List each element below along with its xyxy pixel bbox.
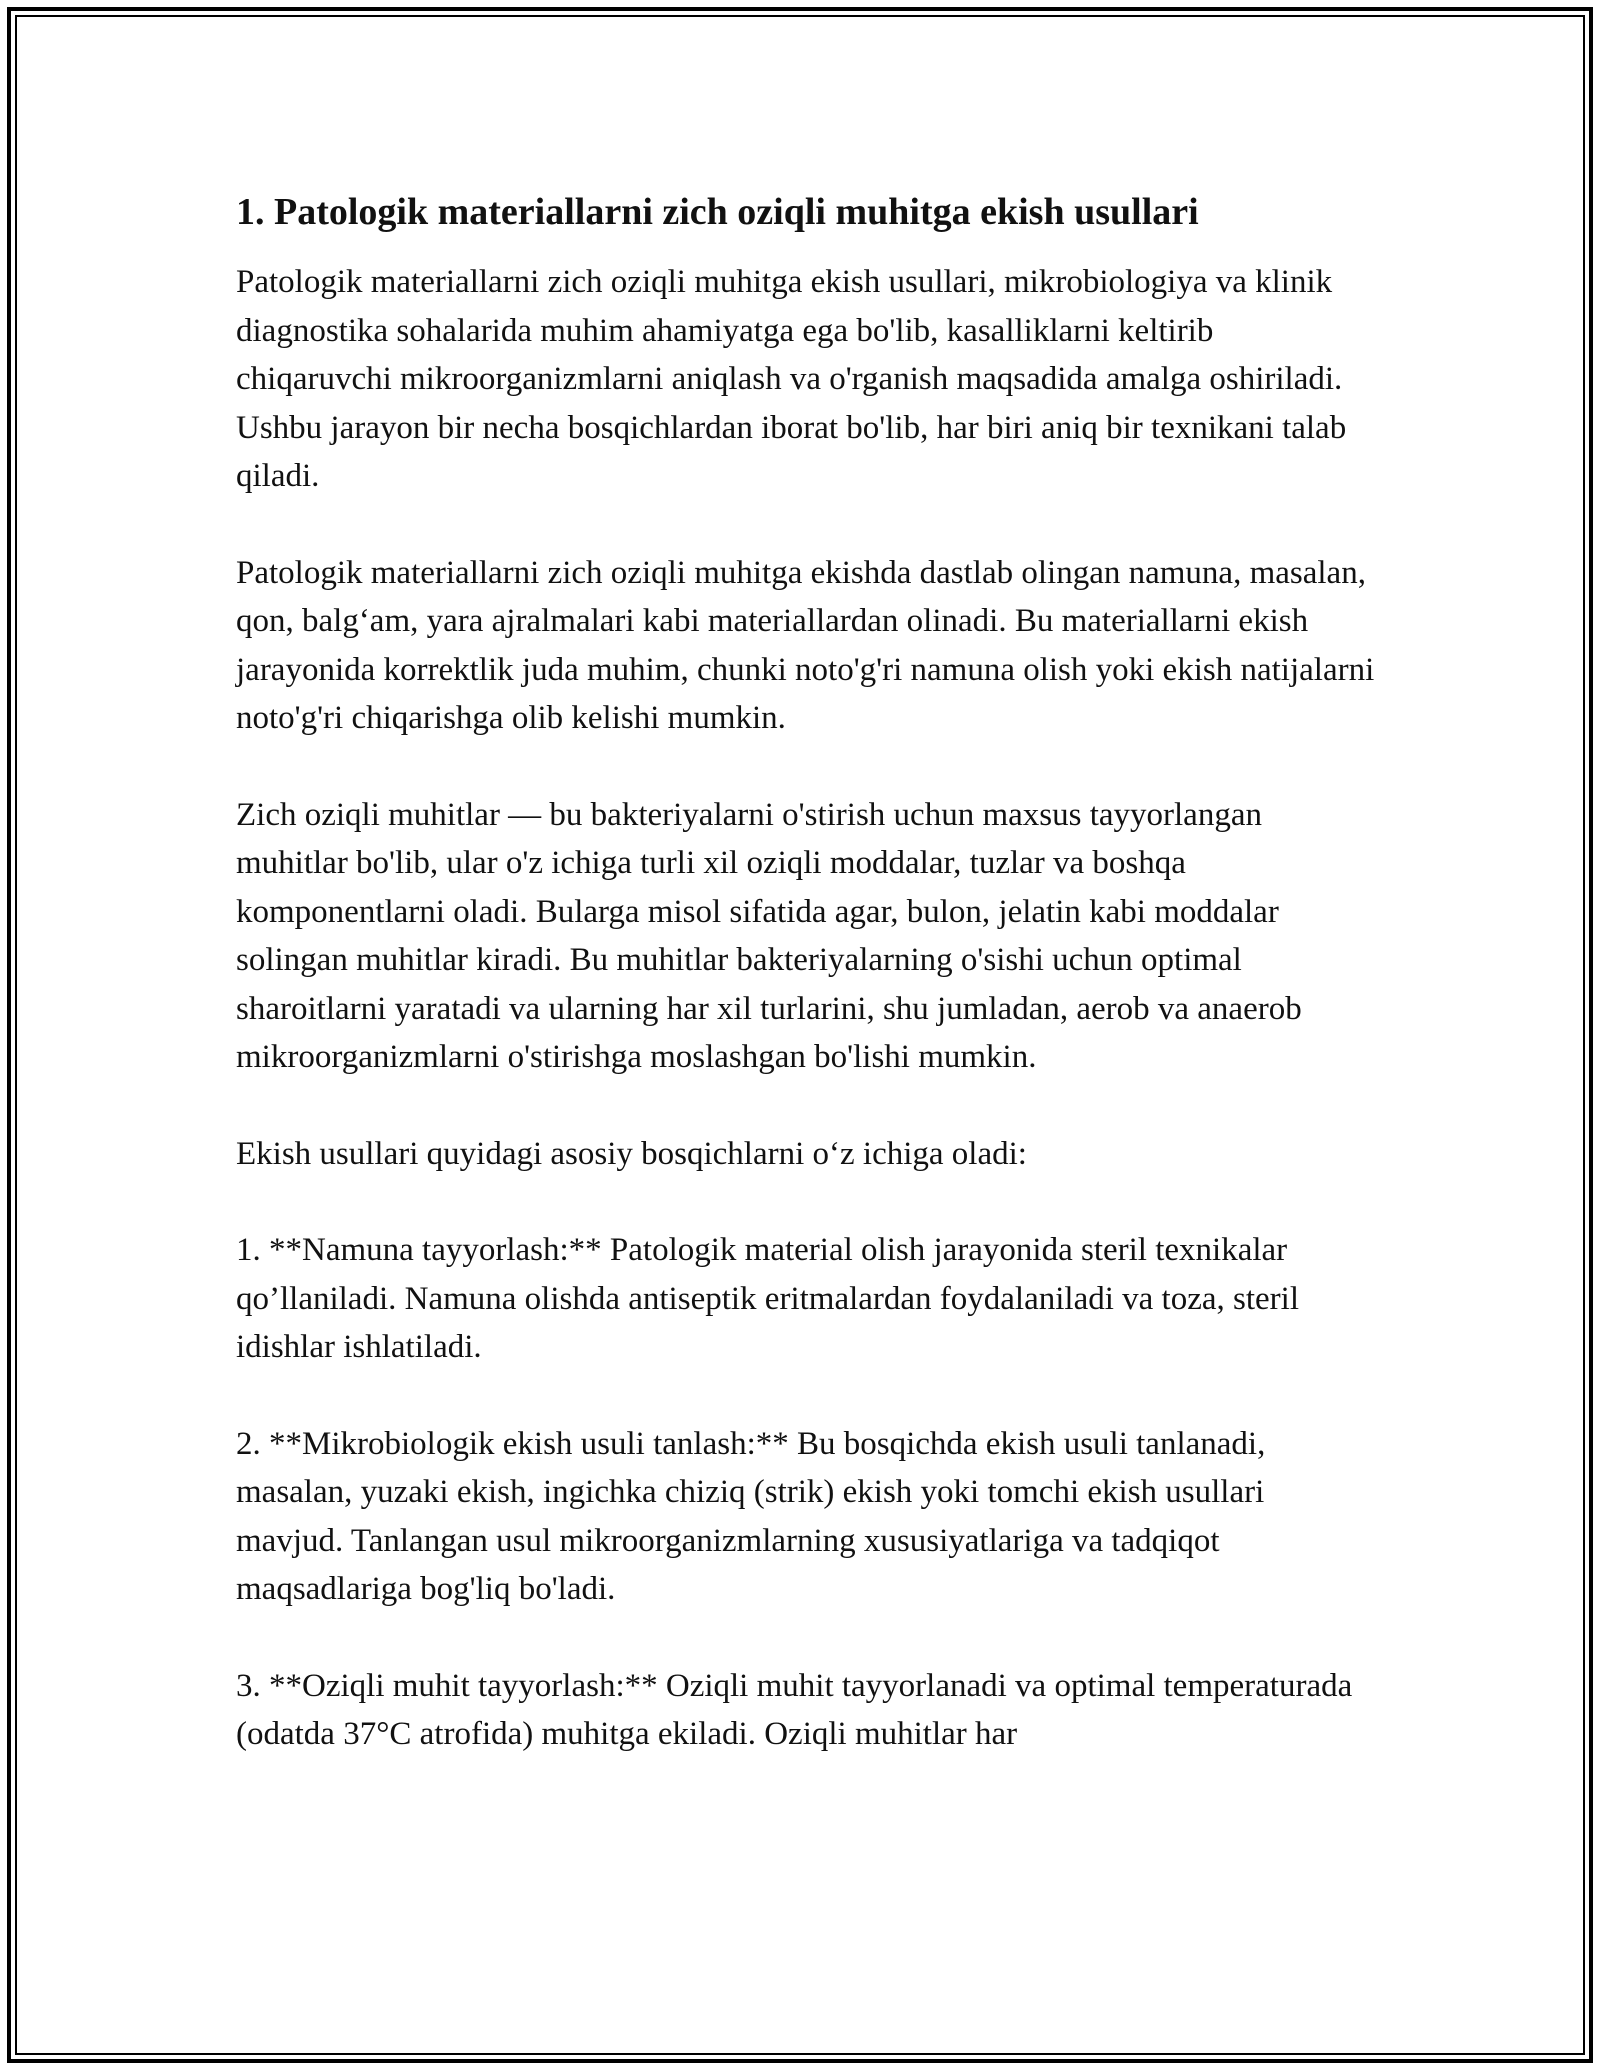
section-heading: 1. Patologik materiallarni zich oziqli muhitga ekish usullari	[236, 191, 1199, 233]
list-item-step-2: 2. **Mikrobiologik ekish usuli tanlash:** Bu bosqichda ekish usuli tanlanadi, masalan, yuzaki ekish, ingichka chiziq (strik) ekish yoki tomchi ekish usullari mavjud. Tanlangan usul mikroorganizmlarning xususiyatlariga va tadqiqot maqsadlariga bog'liq bo'ladi.	[236, 1425, 1266, 1607]
paragraph-dense-media: Zich oziqli muhitlar — bu bakteriyalarni o'stirish uchun maxsus tayyorlangan muhitlar bo'lib, ular o'z ichiga turli xil oziqli moddalar, tuzlar va boshqa komponentlarni oladi. Bularga misol sifatida agar, bulon, jelatin kabi moddalar solingan muhitlar kiradi. Bu muhitlar bakteriyalarning o'sishi uchun optimal sharoitlarni yaratadi va ularning har xil turlarini, shu jumladan, aerob va anaerob mikroorganizmlarni o'stirishga moslashgan bo'lishi mumkin.	[236, 796, 1302, 1075]
paragraph-intro: Patologik materiallarni zich oziqli muhitga ekish usullari, mikrobiologiya va klinik diagnostika sohalarida muhim ahamiyatga ega bo'lib, kasalliklarni keltirib chiqaruvchi mikroorganizmlarni aniqlash va o'rganish maqsadida amalga oshiriladi. Ushbu jarayon bir necha bosqichlardan iborat bo'lib, har biri aniq bir texnikani talab qiladi.	[236, 264, 1347, 494]
document-body	[236, 188, 1376, 1807]
list-item-step-3: 3. **Oziqli muhit tayyorlash:** Oziqli muhit tayyorlanadi va optimal temperaturada (odatda 37°C atrofida) muhitga ekiladi. Oziqli muhitlar har	[236, 1667, 1353, 1752]
paragraph-sample-collection: Patologik materiallarni zich oziqli muhitga ekishda dastlab olingan namuna, masalan, qon, balg‘am, yara ajralmalari kabi materiallardan olinadi. Bu materiallarni ekish jarayonida korrektlik juda muhim, chunki noto'g'ri namuna olish yoki ekish natijalarni noto'g'ri chiqarishga olib kelishi mumkin.	[236, 554, 1375, 736]
paragraph-steps-intro: Ekish usullari quyidagi asosiy bosqichlarni o‘z ichiga oladi:	[236, 1135, 1027, 1172]
list-item-step-1: 1. **Namuna tayyorlash:** Patologik material olish jarayonida steril texnikalar qo’llaniladi. Namuna olishda antiseptik eritmalardan foydalaniladi va toza, steril idishlar ishlatiladi.	[236, 1232, 1299, 1365]
